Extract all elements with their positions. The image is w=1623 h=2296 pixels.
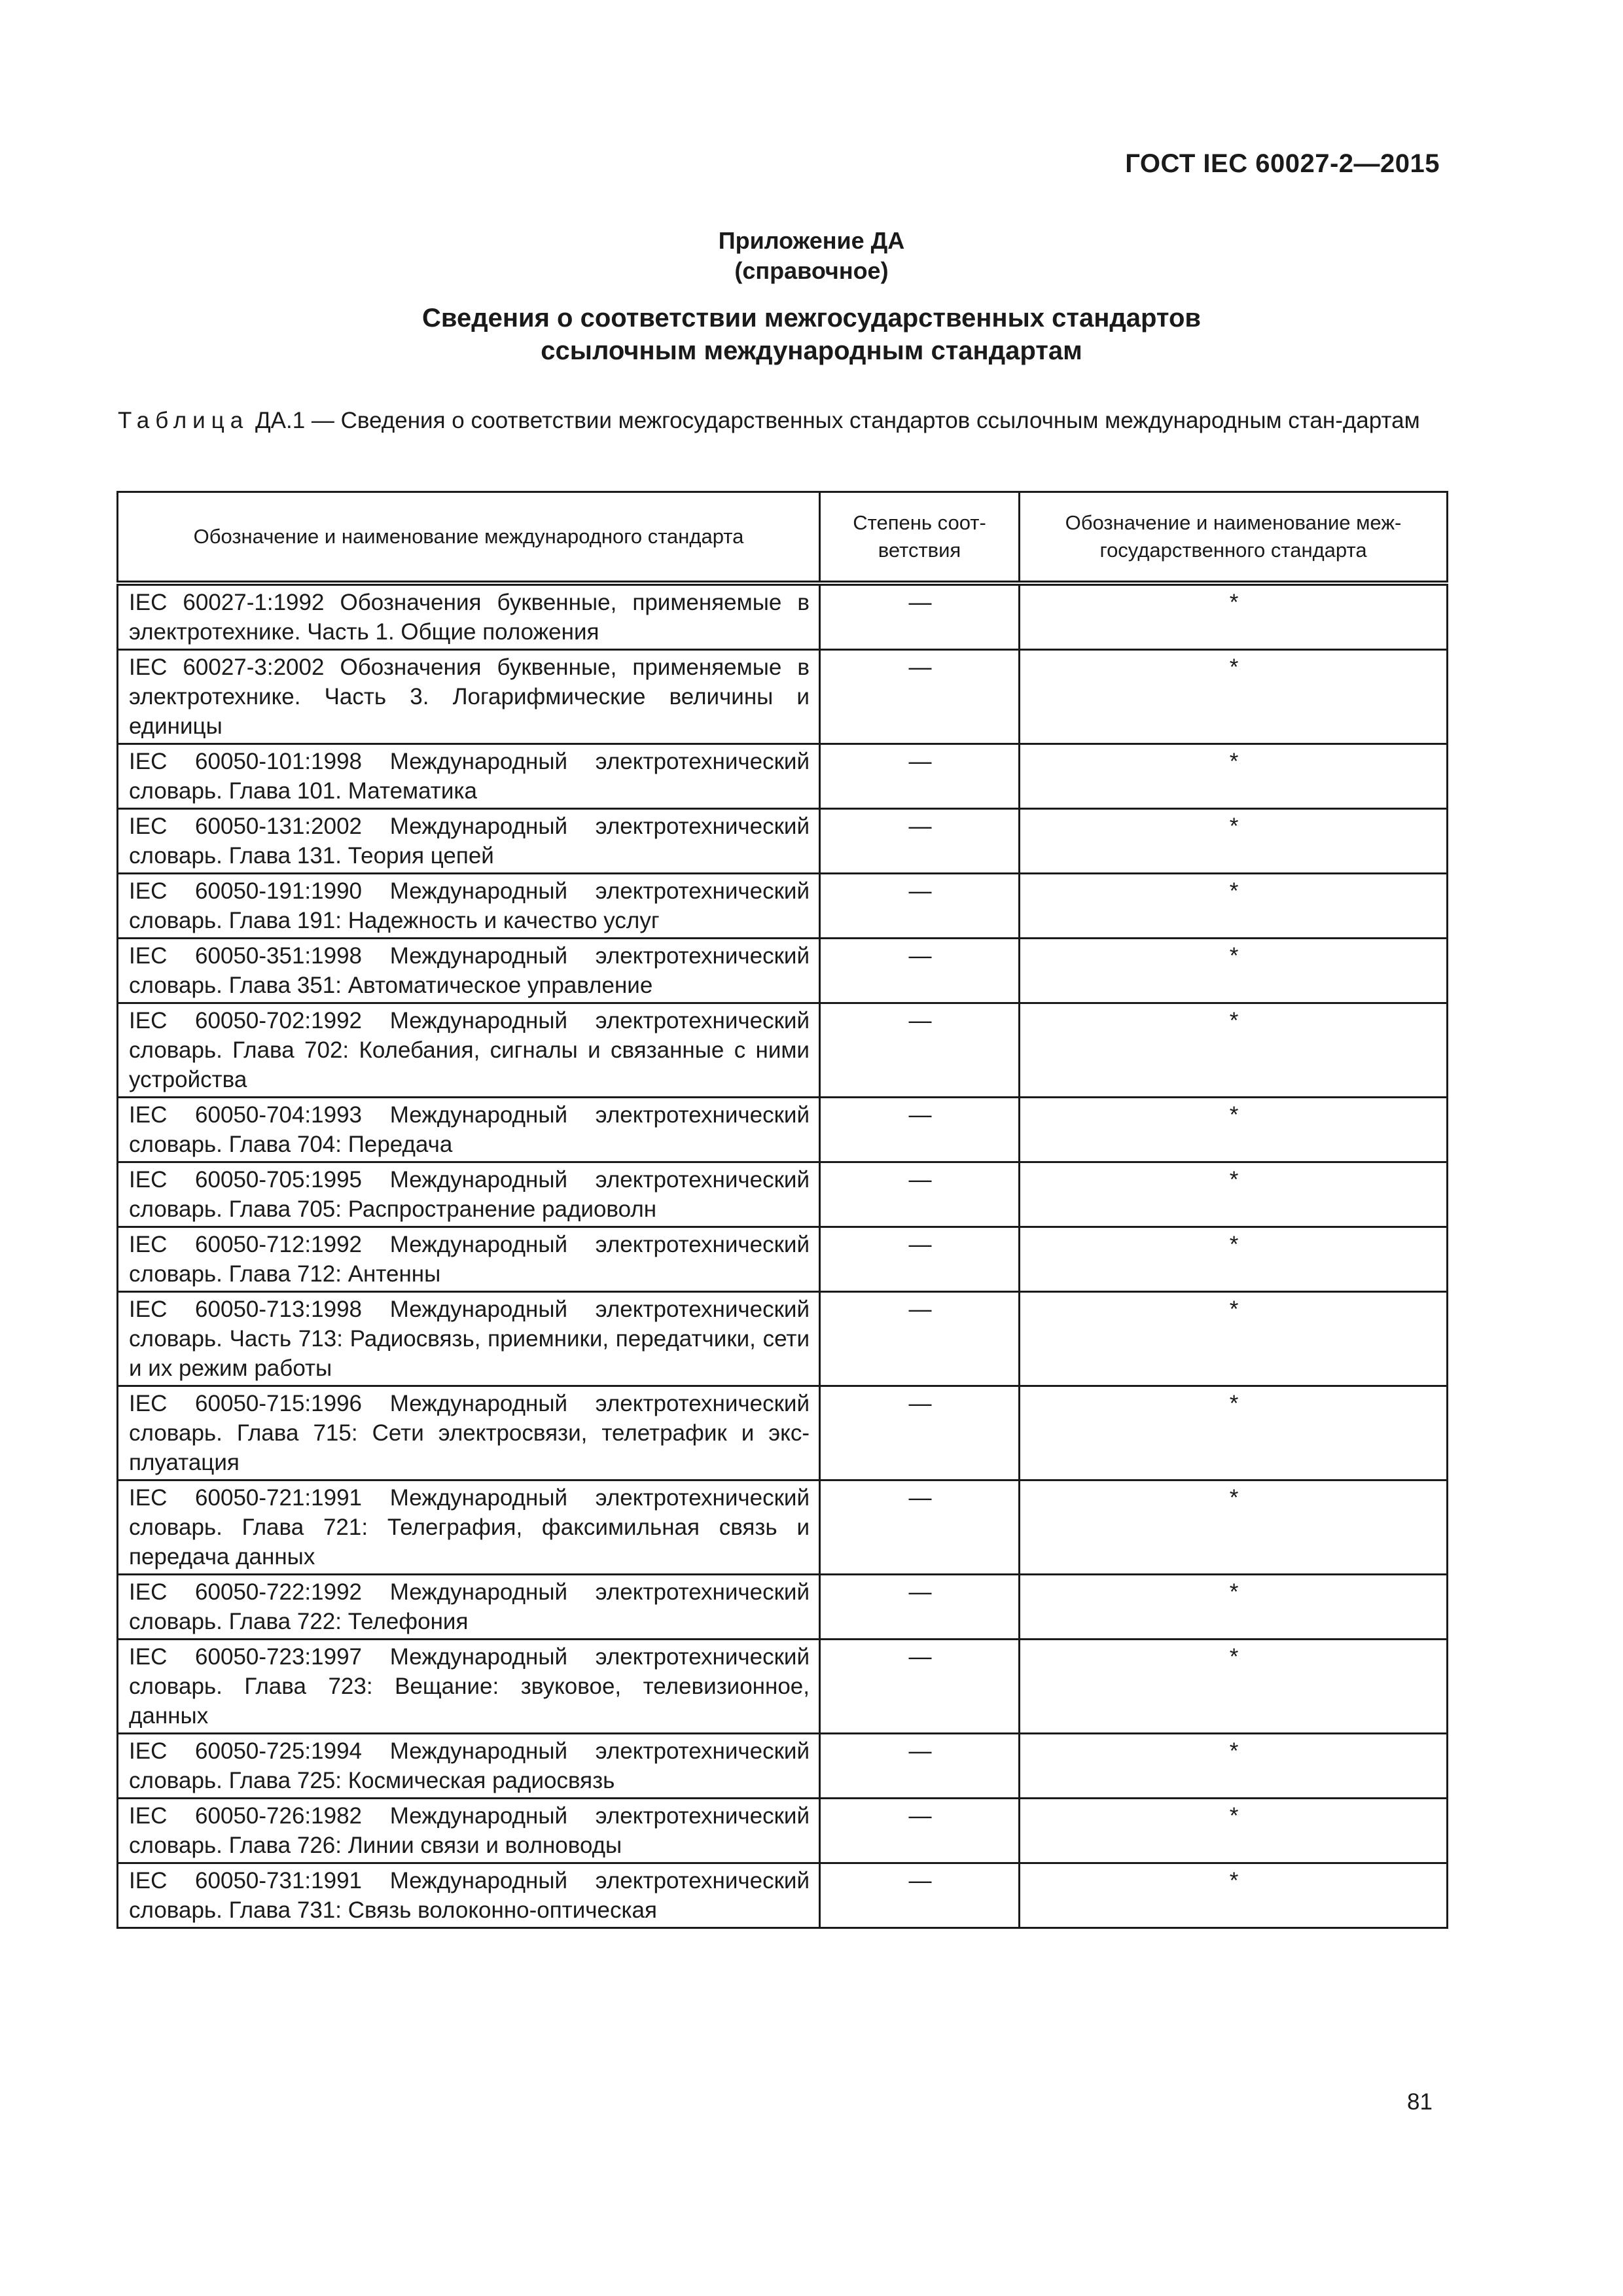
header-interstate-standard: Обозначение и наименование меж-государственного стандарта — [1020, 492, 1448, 584]
interstate-standard-cell: * — [1020, 1098, 1448, 1162]
table-row — [118, 744, 1448, 809]
annex-heading-line-1: Сведения о соответствии межгосударственных стандартов — [422, 304, 1201, 332]
degree-cell: — — [820, 1292, 1020, 1386]
table-row — [118, 1863, 1448, 1928]
interstate-standard-cell: * — [1020, 1863, 1448, 1928]
degree-cell: — — [820, 1227, 1020, 1292]
table-row — [118, 939, 1448, 1003]
degree-cell: — — [820, 1162, 1020, 1227]
interstate-standard-cell: * — [1020, 650, 1448, 744]
international-standard-cell: IEC 60050-712:1992 Международный электротехнический словарь. Глава 712: Антенны — [118, 1227, 820, 1292]
interstate-standard-cell: * — [1020, 874, 1448, 939]
international-standard-cell: IEC 60027-3:2002 Обозначения буквенные, применяемые в электротехнике. Часть 3. Логарифмические величины и единицы — [118, 650, 820, 744]
interstate-standard-cell: * — [1020, 1386, 1448, 1480]
table-row — [118, 1575, 1448, 1640]
degree-cell: — — [820, 1386, 1020, 1480]
international-standard-cell: IEC 60050-101:1998 Международный электротехнический словарь. Глава 101. Математика — [118, 744, 820, 809]
degree-cell: — — [820, 744, 1020, 809]
international-standard-cell: IEC 60050-726:1982 Международный электротехнический словарь. Глава 726: Линии связи и волноводы — [118, 1799, 820, 1863]
page-number: 81 — [1407, 2089, 1433, 2115]
table-row — [118, 583, 1448, 650]
header-international-standard: Обозначение и наименование международного стандарта — [118, 492, 820, 584]
degree-cell: — — [820, 1863, 1020, 1928]
table-row — [118, 874, 1448, 939]
table-row — [118, 1292, 1448, 1386]
table-header-row — [118, 492, 1448, 584]
degree-cell: — — [820, 1098, 1020, 1162]
international-standard-cell: IEC 60050-705:1995 Международный электротехнический словарь. Глава 705: Распространение радиоволн — [118, 1162, 820, 1227]
degree-cell: — — [820, 1640, 1020, 1734]
annex-heading-line-2: ссылочным международным стандартам — [541, 336, 1082, 365]
international-standard-cell: IEC 60050-725:1994 Международный электротехнический словарь. Глава 725: Космическая радиосвязь — [118, 1734, 820, 1799]
degree-cell: — — [820, 1003, 1020, 1098]
degree-cell: — — [820, 650, 1020, 744]
table-row — [118, 1640, 1448, 1734]
table-row — [118, 1480, 1448, 1575]
interstate-standard-cell: * — [1020, 1162, 1448, 1227]
international-standard-cell: IEC 60050-191:1990 Международный электротехнический словарь. Глава 191: Надежность и качество услуг — [118, 874, 820, 939]
table-row — [118, 1162, 1448, 1227]
international-standard-cell: IEC 60050-721:1991 Международный электротехнический словарь. Глава 721: Телеграфия, факсимильная связь и передача данных — [118, 1480, 820, 1575]
degree-cell: — — [820, 1480, 1020, 1575]
international-standard-cell: IEC 60050-704:1993 Международный электротехнический словарь. Глава 704: Передача — [118, 1098, 820, 1162]
degree-cell: — — [820, 939, 1020, 1003]
international-standard-cell: IEC 60027-1:1992 Обозначения буквенные, применяемые в электротехнике. Часть 1. Общие положения — [118, 583, 820, 650]
correspondence-table — [116, 491, 1448, 1929]
interstate-standard-cell: * — [1020, 809, 1448, 874]
interstate-standard-cell: * — [1020, 1227, 1448, 1292]
international-standard-cell: IEC 60050-351:1998 Международный электротехнический словарь. Глава 351: Автоматическое управление — [118, 939, 820, 1003]
table-row — [118, 1734, 1448, 1799]
international-standard-cell: IEC 60050-731:1991 Международный электротехнический словарь. Глава 731: Связь волоконно-оптическая — [118, 1863, 820, 1928]
table-body — [118, 583, 1448, 1928]
interstate-standard-cell: * — [1020, 744, 1448, 809]
annex-heading — [196, 302, 1427, 367]
interstate-standard-cell: * — [1020, 1799, 1448, 1863]
document-code: ГОСТ IEC 60027-2—2015 — [1125, 149, 1440, 178]
interstate-standard-cell: * — [1020, 1640, 1448, 1734]
table-row — [118, 1386, 1448, 1480]
table-row — [118, 809, 1448, 874]
degree-cell: — — [820, 1575, 1020, 1640]
degree-cell: — — [820, 583, 1020, 650]
international-standard-cell: IEC 60050-723:1997 Международный электротехнический словарь. Глава 723: Вещание: звуковое, телевизионное, данных — [118, 1640, 820, 1734]
interstate-standard-cell: * — [1020, 1480, 1448, 1575]
table-caption-text: ДА.1 — Сведения о соответствии межгосударственных стандартов ссылочным международным стан-дартам — [249, 408, 1420, 433]
international-standard-cell: IEC 60050-131:2002 Международный электротехнический словарь. Глава 131. Теория цепей — [118, 809, 820, 874]
table-row — [118, 1098, 1448, 1162]
interstate-standard-cell: * — [1020, 1734, 1448, 1799]
annex-title: Приложение ДА — [718, 227, 905, 254]
table-caption — [118, 406, 1443, 436]
degree-cell: — — [820, 809, 1020, 874]
degree-cell: — — [820, 874, 1020, 939]
interstate-standard-cell: * — [1020, 939, 1448, 1003]
table-row — [118, 1003, 1448, 1098]
table-row — [118, 1799, 1448, 1863]
international-standard-cell: IEC 60050-702:1992 Международный электротехнический словарь. Глава 702: Колебания, сигналы и связанные с ними устройства — [118, 1003, 820, 1098]
header-degree-of-correspondence: Степень соот-ветствия — [820, 492, 1020, 584]
interstate-standard-cell: * — [1020, 1292, 1448, 1386]
degree-cell: — — [820, 1734, 1020, 1799]
interstate-standard-cell: * — [1020, 1575, 1448, 1640]
table-caption-prefix: Таблица — [118, 408, 249, 433]
international-standard-cell: IEC 60050-722:1992 Международный электротехнический словарь. Глава 722: Телефония — [118, 1575, 820, 1640]
interstate-standard-cell: * — [1020, 583, 1448, 650]
international-standard-cell: IEC 60050-713:1998 Международный электротехнический словарь. Часть 713: Радиосвязь, приемники, передатчики, сети и их режим работы — [118, 1292, 820, 1386]
table-row — [118, 1227, 1448, 1292]
interstate-standard-cell: * — [1020, 1003, 1448, 1098]
table-row — [118, 650, 1448, 744]
international-standard-cell: IEC 60050-715:1996 Международный электротехнический словарь. Глава 715: Сети электросвязи, телетрафик и экс-плуатация — [118, 1386, 820, 1480]
degree-cell: — — [820, 1799, 1020, 1863]
annex-type: (справочное) — [734, 257, 889, 284]
